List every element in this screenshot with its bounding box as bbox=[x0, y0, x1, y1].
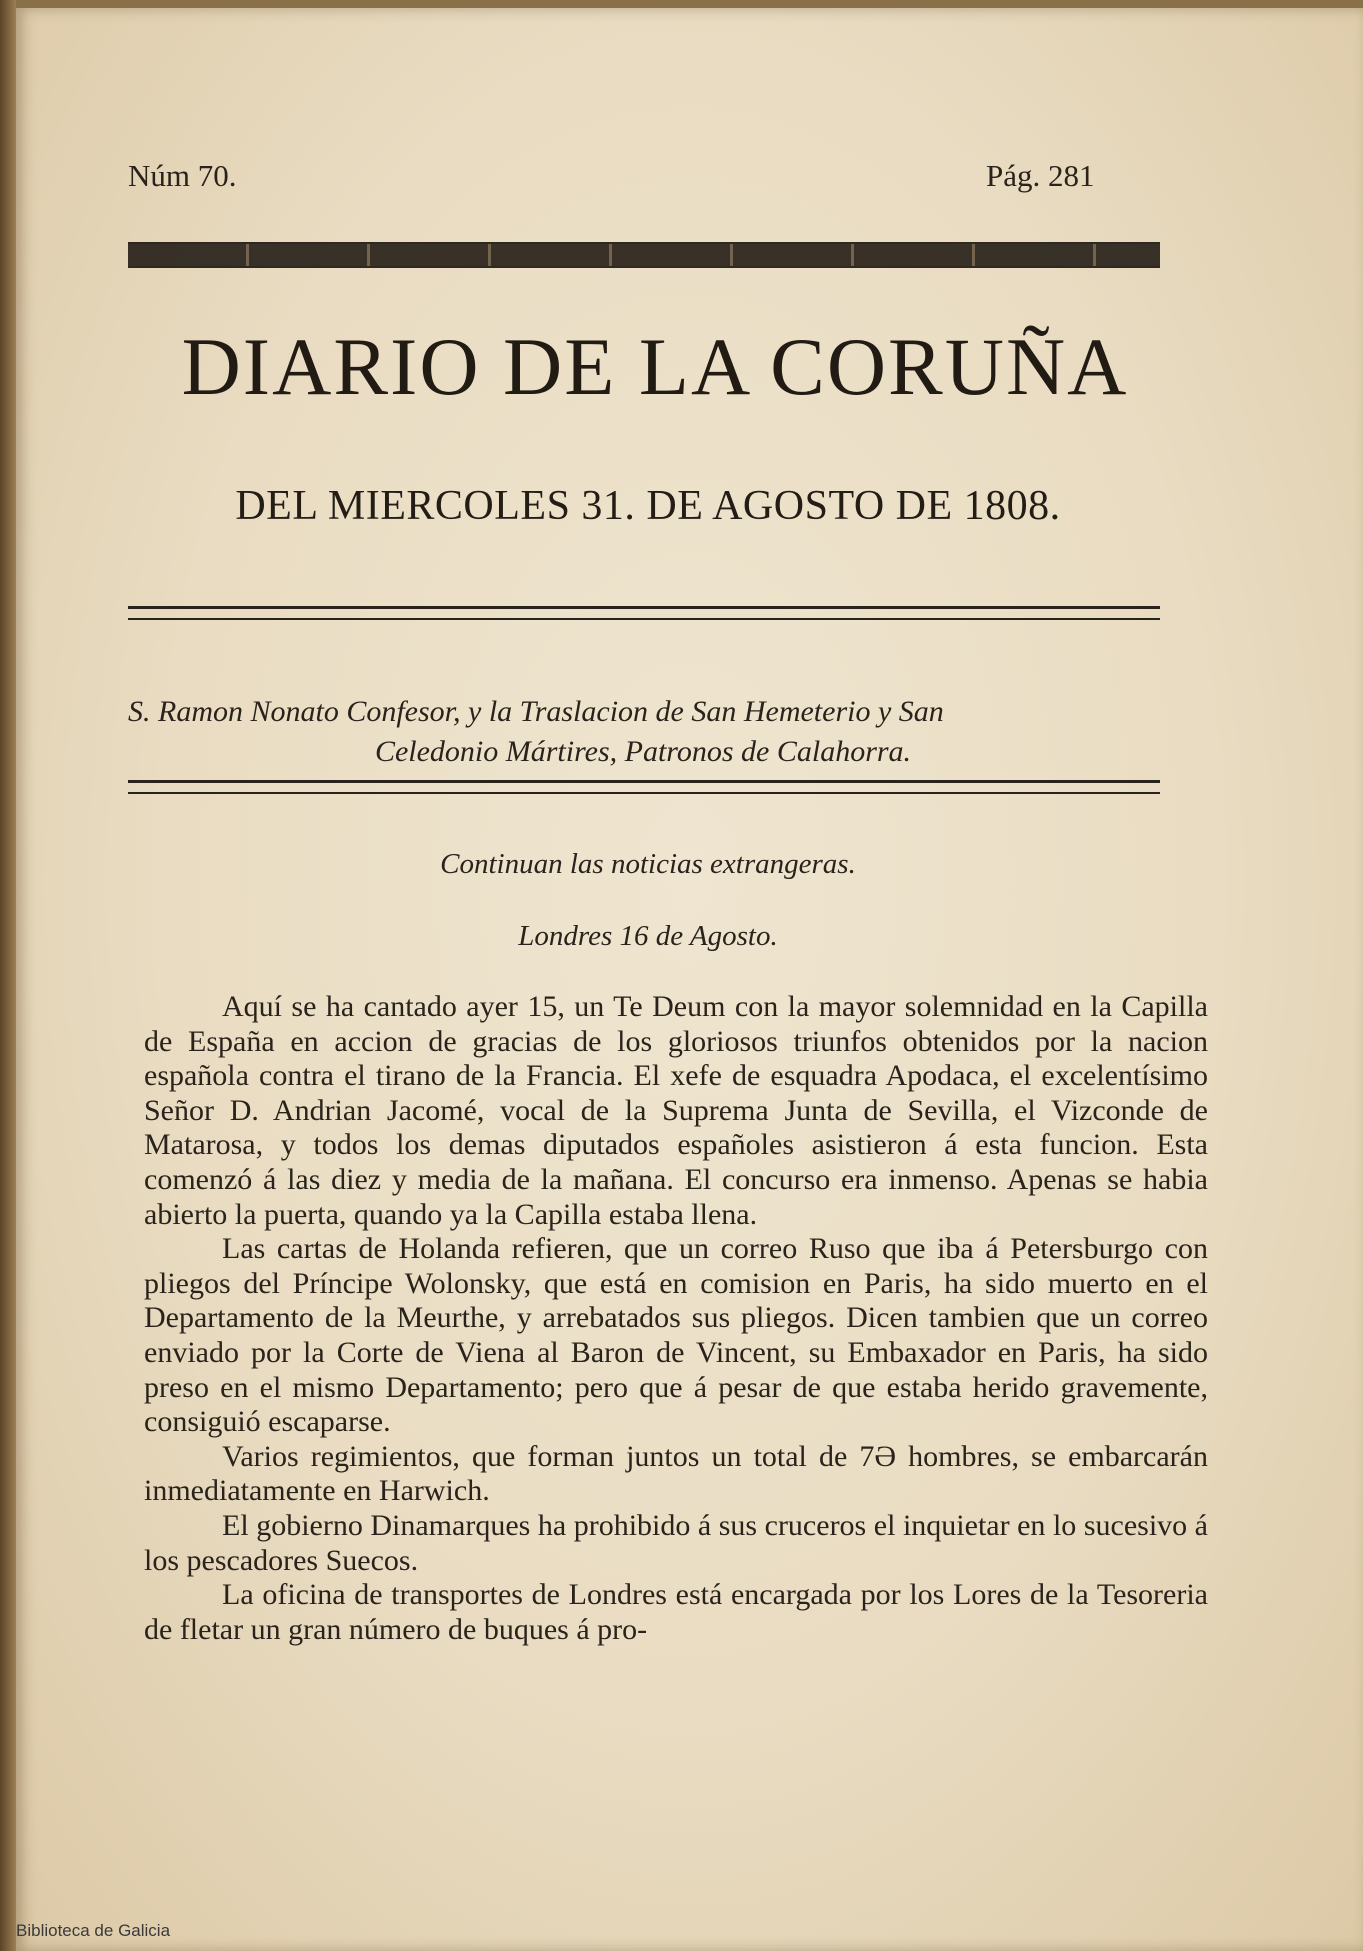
saints-of-the-day bbox=[128, 692, 1198, 772]
issue-number: Núm 70. bbox=[128, 158, 237, 193]
paragraph: Varios regimientos, que forman juntos un total de 7Ә hombres, se embarcarán inmediatamente en Harwich. bbox=[144, 1439, 1208, 1508]
date-divider-rule bbox=[128, 606, 1160, 620]
paragraph: La oficina de transportes de Londres está encargada por los Lores de la Tesoreria de fletar un gran número de buques á pro- bbox=[144, 1578, 1208, 1646]
saints-line-1: S. Ramon Nonato Confesor, y la Traslacion de San Hemeterio y San bbox=[128, 695, 944, 728]
paragraph: Aquí se ha cantado ayer 15, un Te Deum con la mayor solemnidad en la Capilla de España en accion de gracias de los gloriosos triunfos obtenidos por la nacion española contra el tirano de la Francia. El xefe de esquadra Apodaca, el excelentísimo Señor D. Andrian Jacomé, vocal de la Suprema Junta de Sevilla, el Vizconde de Matarosa, y todos los demas diputados españoles asistieron á esta funcion. Esta comenzó á las diez y media de la mañana. El concurso era inmenso. Apenas se habia abierto la puerta, quando ya la Capilla estaba llena. bbox=[144, 990, 1208, 1231]
saints-line-2: Celedonio Mártires, Patronos de Calahorra. bbox=[374, 735, 912, 768]
page-number: Pág. 281 bbox=[986, 158, 1095, 193]
section-heading: Continuan las noticias extrangeras. bbox=[440, 848, 856, 880]
paragraph: El gobierno Dinamarques ha prohibido á sus cruceros el inquietar en lo sucesivo á los pescadores Suecos. bbox=[144, 1508, 1208, 1577]
newspaper-page bbox=[16, 8, 1363, 1951]
dateline-heading: Londres 16 de Agosto. bbox=[518, 920, 778, 952]
newspaper-title: DIARIO DE LA CORUÑA bbox=[181, 321, 1129, 412]
masthead-top-rule bbox=[128, 242, 1160, 268]
library-credit: Biblioteca de Galicia bbox=[16, 1921, 171, 1940]
issue-date: DEL MIERCOLES 31. DE AGOSTO DE 1808. bbox=[235, 483, 1061, 529]
book-spine-edge bbox=[0, 0, 16, 1951]
paragraph: Las cartas de Holanda refieren, que un correo Ruso que iba á Petersburgo con pliegos del Príncipe Wolonsky, que está en comision en Paris, ha sido muerto en el Departamento de la Meurthe, y arrebatados sus pliegos. Dicen tambien que un correo enviado por la Corte de Viena al Baron de Vincent, su Embaxador en Paris, ha sido preso en el mismo Departamento; pero que á pesar de que estaba herido gravemente, consiguió escaparse. bbox=[144, 1232, 1208, 1439]
saints-divider-rule bbox=[128, 780, 1160, 794]
article-body bbox=[144, 990, 1208, 1647]
